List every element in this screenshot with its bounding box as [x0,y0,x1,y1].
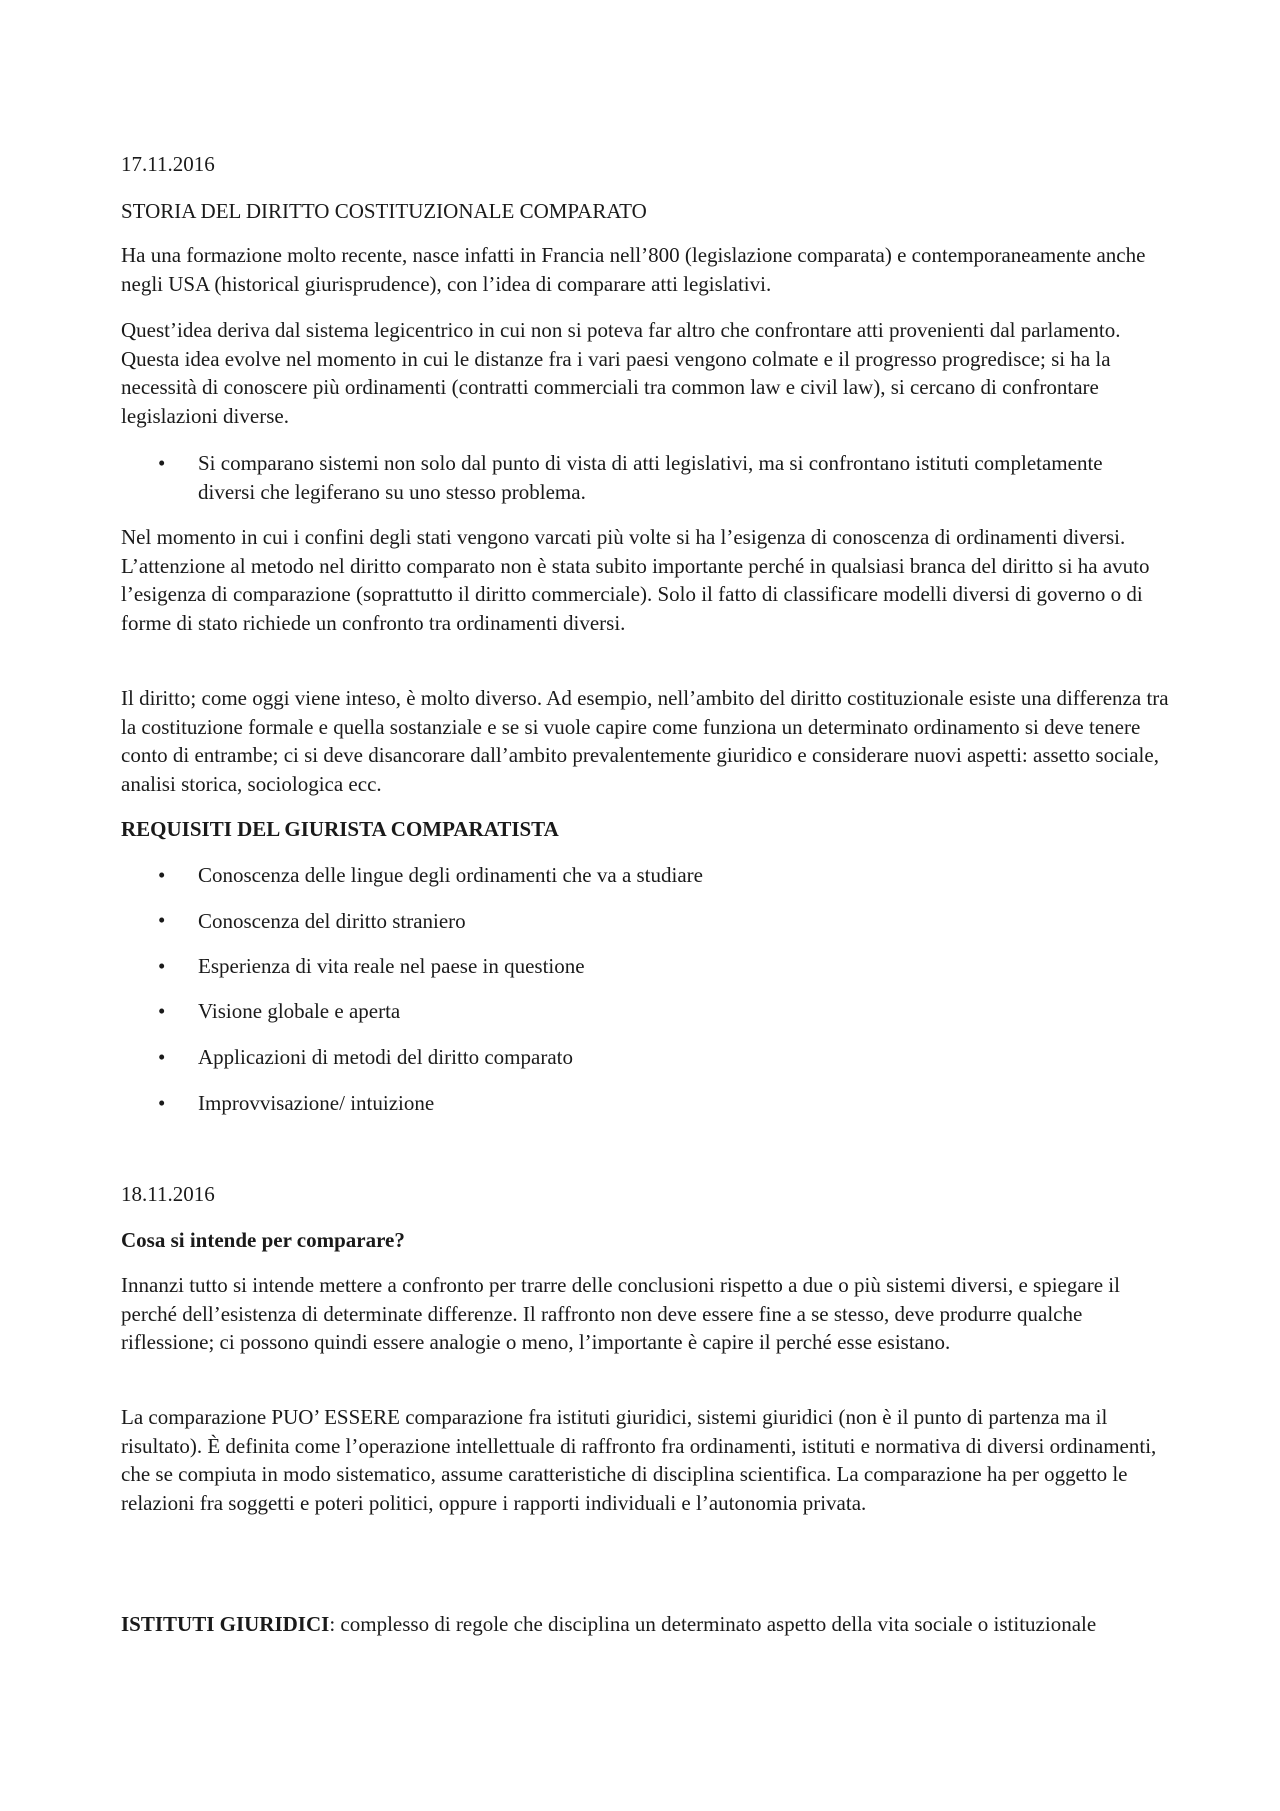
list-item: Applicazioni di metodi del diritto comparato [198,1045,573,1069]
list-item: Visione globale e aperta [198,999,401,1023]
paragraph: La comparazione PUO’ ESSERE comparazione fra istituti giuridici, sistemi giuridici (non è il punto di partenza ma il risultato). È definita come l’operazione intellettuale di raffronto fra ordinamenti, istituti e normativa di diversi ordinamenti, che se compiuta in modo sistematico, assume caratteristiche di disciplina scientifica. La comparazione ha per oggetto le relazioni fra soggetti e poteri politici, oppure i rapporti individuali e l’autonomia privata. [121,1405,1157,1515]
date-heading-2: 18.11.2016 [121,1182,215,1206]
definition-text: : complesso di regole che disciplina un determinato aspetto della vita sociale o istituzionale [329,1612,1097,1636]
bullet-marker: • [158,1091,166,1115]
definition-term: ISTITUTI GIURIDICI [121,1612,330,1636]
paragraph: Quest’idea deriva dal sistema legicentrico in cui non si poteva far altro che confrontare atti provenienti dal parlamento. Questa idea evolve nel momento in cui le distanze fra i vari paesi vengono colmate e il progresso progredisce; si ha la necessità di conoscere più ordinamenti (contratti commerciali tra common law e civil law), si cercano di confrontare legislazioni diverse. [121,318,1121,428]
bullet-marker: • [158,999,166,1023]
list-item: Improvvisazione/ intuizione [198,1091,435,1115]
section-title-requisiti: REQUISITI DEL GIURISTA COMPARATISTA [121,817,559,841]
bullet-marker: • [158,954,166,978]
bullet-item: Si comparano sistemi non solo dal punto di vista di atti legislativi, ma si confrontano istituti completamente diversi che legiferano su uno stesso problema. [198,451,1103,504]
section-title-storia: STORIA DEL DIRITTO COSTITUZIONALE COMPARATO [121,199,647,223]
list-item: Conoscenza del diritto straniero [198,909,466,933]
list-item: Conoscenza delle lingue degli ordinamenti che va a studiare [198,863,703,887]
bullet-marker: • [158,863,166,887]
bullet-marker: • [158,1045,166,1069]
paragraph: Innanzi tutto si intende mettere a confronto per trarre delle conclusioni rispetto a due o più sistemi diversi, e spiegare il perché dell’esistenza di determinate differenze. Il raffronto non deve essere fine a se stesso, deve produrre qualche riflessione; ci possono quindi essere analogie o meno, l’importante è capire il perché esse esistano. [121,1273,1120,1354]
bullet-marker: • [158,908,166,932]
definition-istituti [121,1610,1171,1639]
list-item: Esperienza di vita reale nel paese in questione [198,954,585,978]
date-heading-1: 17.11.2016 [121,152,215,176]
paragraph: Il diritto; come oggi viene inteso, è molto diverso. Ad esempio, nell’ambito del diritto costituzionale esiste una differenza tra la costituzione formale e quella sostanziale e se si vuole capire come funziona un determinato ordinamento si deve tenere conto di entrambe; ci si deve disancorare dall’ambito prevalentemente giuridico e considerare nuovi aspetti: assetto sociale, analisi storica, sociologica ecc. [121,686,1169,796]
paragraph: Nel momento in cui i confini degli stati vengono varcati più volte si ha l’esigenza di conoscenza di ordinamenti diversi. L’attenzione al metodo nel diritto comparato non è stata subito importante perché in qualsiasi branca del diritto si ha avuto l’esigenza di comparazione (soprattutto il diritto commerciale). Solo il fatto di classificare modelli diversi di governo o di forme di stato richiede un confronto tra ordinamenti diversi. [121,525,1150,635]
bullet-marker: • [158,451,166,475]
paragraph: Ha una formazione molto recente, nasce infatti in Francia nell’800 (legislazione comparata) e contemporaneamente anche negli USA (historical giurisprudence), con l’idea di comparare atti legislativi. [121,243,1146,296]
section-title-comparare: Cosa si intende per comparare? [121,1228,405,1252]
